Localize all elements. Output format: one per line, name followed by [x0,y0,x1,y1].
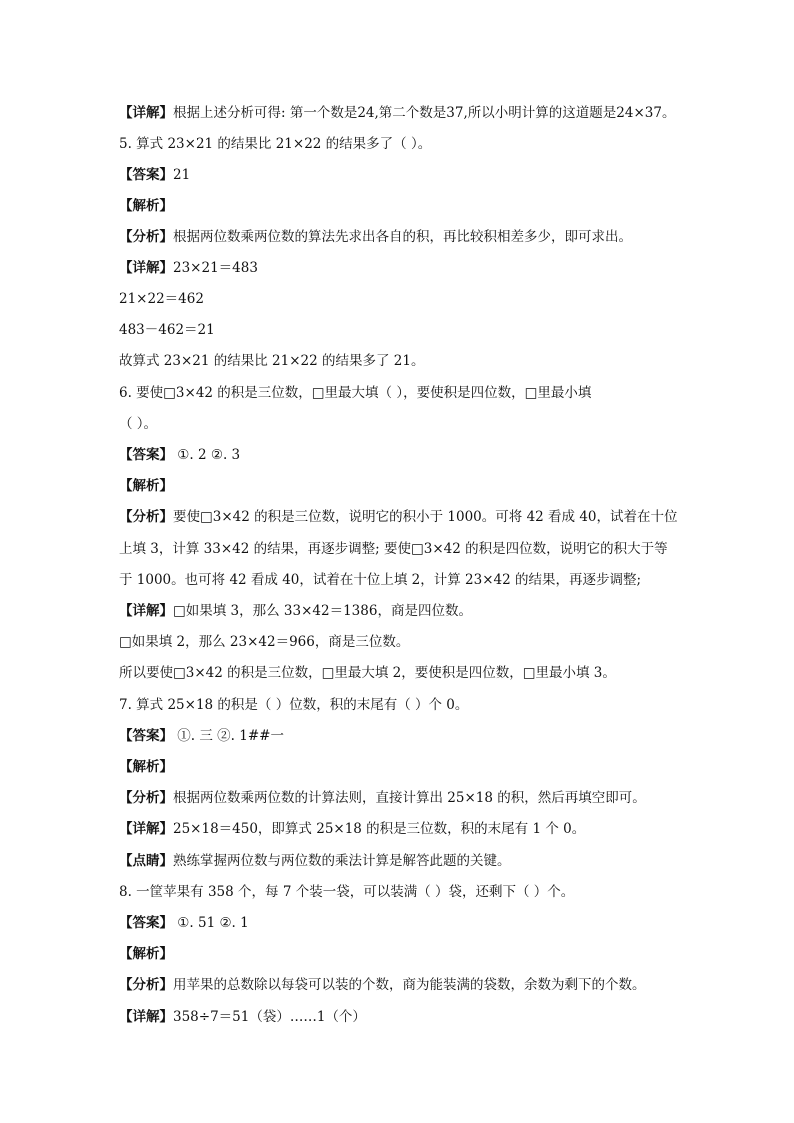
analysis-line [119,197,754,215]
text-line [119,321,754,339]
line-text: 6. 要使□3×42 的积是三位数，□里最大填（ ），要使积是四位数，□里最小填 [119,385,592,401]
section-tag: 【解析】 [119,478,173,494]
text-line [119,228,754,246]
text-line [119,352,754,370]
line-text: 根据两位数乘两位数的算法先求出各自的积，再比较积相差多少，即可求出。 [173,229,632,245]
line-text: □如果填 3，那么 33×42＝1386，商是四位数。 [173,603,472,619]
line-text: 熟练掌握两位数与两位数的乘法计算是解答此题的关键。 [173,853,511,869]
section-tag: 【解析】 [119,946,173,962]
line-text: 358÷7＝51（袋）……1（个） [173,1009,366,1025]
section-tag: 【详解】 [119,821,173,837]
text-line [119,976,754,994]
analysis-line [119,945,754,963]
line-text: 5. 算式 23×21 的结果比 21×22 的结果多了（ ）。 [119,136,432,152]
text-line [119,104,754,122]
section-tag: 【点睛】 [119,853,173,869]
text-line [119,508,754,526]
line-text: （ ）。 [119,416,158,432]
line-text: 8. 一筐苹果有 358 个，每 7 个装一袋，可以装满（ ）袋，还剩下（ ）个。 [119,884,575,900]
section-tag: 【详解】 [119,260,173,276]
line-text: 于 1000。也可将 42 看成 40，试着在十位上填 2，计算 23×42 的结果，再逐步调整; [119,572,642,588]
text-line [119,820,754,838]
line-text: 23×21＝483 [173,260,258,276]
text-line [119,259,754,277]
line-text: 上填 3，计算 33×42 的结果，再逐步调整; 要使□3×42 的积是四位数，说明它的积大于等 [119,541,668,557]
text-line [119,290,754,308]
analysis-line [119,477,754,495]
line-text: 483－462＝21 [119,322,215,338]
text-line [119,1008,754,1026]
question-line [119,135,754,153]
line-text: 25×18＝450，即算式 25×18 的积是三位数，积的末尾有 1 个 0。 [173,821,586,837]
line-text: ①. 三 ②. 1##一 [173,728,284,744]
text-line [119,571,754,589]
answer-line [119,166,754,184]
section-tag: 【详解】 [119,1009,173,1025]
line-text: 要使□3×42 的积是三位数，说明它的积小于 1000。可将 42 看成 40，试着在十位 [173,509,678,525]
section-tag: 【解析】 [119,759,173,775]
line-text: □如果填 2，那么 23×42＝966，商是三位数。 [119,634,410,650]
section-tag: 【分析】 [119,509,173,525]
line-text: 根据两位数乘两位数的计算法则，直接计算出 25×18 的积，然后再填空即可。 [173,790,646,806]
section-tag: 【答案】 [119,728,173,744]
line-text: 故算式 23×21 的结果比 21×22 的结果多了 21。 [119,353,425,369]
text-line [119,633,754,651]
section-tag: 【分析】 [119,229,173,245]
section-tag: 【详解】 [119,105,173,121]
section-tag: 【答案】 [119,915,173,931]
line-text: ①. 2 ②. 3 [173,447,241,463]
line-text: 根据上述分析可得: 第一个数是24,第二个数是37,所以小明计算的这道题是24×37。 [173,105,676,121]
answer-line [119,446,754,464]
question-line [119,883,754,901]
section-tag: 【分析】 [119,790,173,806]
section-tag: 【分析】 [119,977,173,993]
text-line [119,789,754,807]
line-text: 21 [173,167,191,183]
section-tag: 【详解】 [119,603,173,619]
section-tag: 【解析】 [119,198,173,214]
text-line [119,540,754,558]
question-line [119,384,754,402]
text-line [119,664,754,682]
answer-line [119,727,754,745]
line-text: ①. 51 ②. 1 [173,915,249,931]
line-text: 7. 算式 25×18 的积是（ ）位数，积的末尾有（ ）个 0。 [119,697,469,713]
text-line [119,852,754,870]
answer-line [119,914,754,932]
analysis-line [119,758,754,776]
question-line [119,696,754,714]
line-text: 所以要使□3×42 的积是三位数，□里最大填 2，要使积是四位数，□里最小填 3。 [119,665,616,681]
question-line [119,415,754,433]
text-line [119,602,754,620]
section-tag: 【答案】 [119,167,173,183]
line-text: 21×22＝462 [119,291,204,307]
line-text: 用苹果的总数除以每袋可以装的个数，商为能装满的袋数，余数为剩下的个数。 [173,977,646,993]
section-tag: 【答案】 [119,447,173,463]
